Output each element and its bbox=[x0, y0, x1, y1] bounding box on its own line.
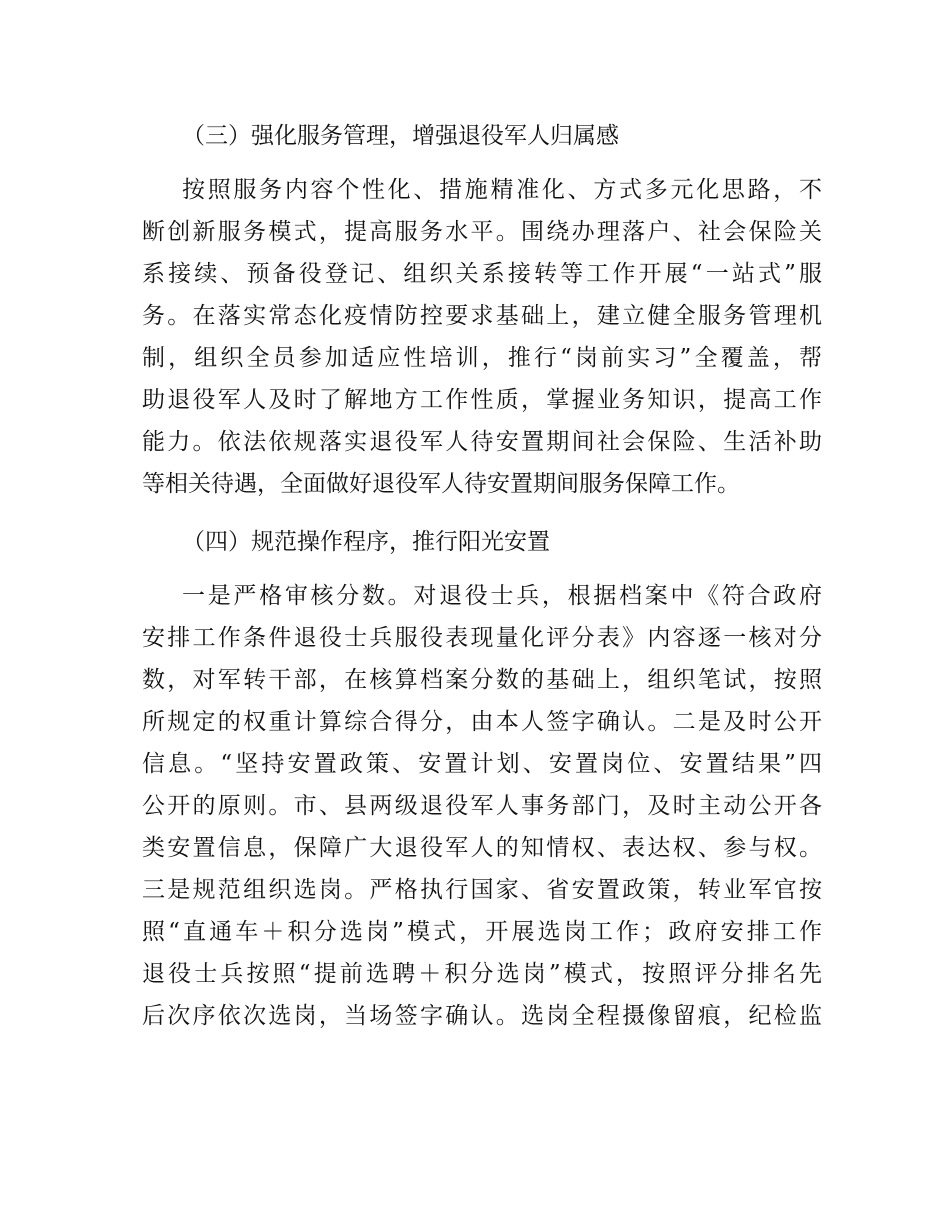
paragraph-line: 照“直通车＋积分选岗”模式，开展选岗工作；政府安排工作 bbox=[142, 919, 822, 945]
paragraph-line: 所规定的权重计算综合得分，由本人签字确认。二是及时公开 bbox=[142, 709, 822, 735]
paragraph-line: 数，对军转干部，在核算档案分数的基础上，组织笔试，按照 bbox=[142, 667, 822, 693]
paragraph-line: 类安置信息，保障广大退役军人的知情权、表达权、参与权。 bbox=[142, 835, 822, 861]
paragraph-line: 三是规范组织选岗。严格执行国家、省安置政策，转业军官按 bbox=[142, 877, 822, 903]
paragraph-line: 务。在落实常态化疫情防控要求基础上，建立健全服务管理机 bbox=[142, 303, 822, 329]
paragraph-line: 信息。“坚持安置政策、安置计划、安置岗位、安置结果”四 bbox=[142, 751, 822, 777]
paragraph-line: 助退役军人及时了解地方工作性质，掌握业务知识，提高工作 bbox=[142, 387, 822, 413]
section-4-heading: （四）规范操作程序，推行阳光安置 bbox=[182, 529, 550, 555]
paragraph-line: 断创新服务模式，提高服务水平。围绕办理落户、社会保险关 bbox=[142, 219, 822, 245]
paragraph-line: 按照服务内容个性化、措施精准化、方式多元化思路，不 bbox=[182, 177, 822, 203]
section-3-heading: （三）强化服务管理，增强退役军人归属感 bbox=[182, 123, 619, 149]
paragraph-line: 退役士兵按照“提前选聘＋积分选岗”模式，按照评分排名先 bbox=[142, 961, 822, 987]
paragraph-line: 系接续、预备役登记、组织关系接转等工作开展“一站式”服 bbox=[142, 261, 822, 287]
paragraph-line: 安排工作条件退役士兵服役表现量化评分表》内容逐一核对分 bbox=[142, 625, 822, 651]
paragraph-line: 制，组织全员参加适应性培训，推行“岗前实习”全覆盖，帮 bbox=[142, 345, 822, 371]
paragraph-line: 等相关待遇，全面做好退役军人待安置期间服务保障工作。 bbox=[142, 471, 740, 497]
paragraph-line: 一是严格审核分数。对退役士兵，根据档案中《符合政府 bbox=[182, 583, 822, 609]
paragraph-line: 公开的原则。市、县两级退役军人事务部门，及时主动公开各 bbox=[142, 793, 822, 819]
paragraph-line: 能力。依法依规落实退役军人待安置期间社会保险、生活补助 bbox=[142, 429, 822, 455]
paragraph-line: 后次序依次选岗，当场签字确认。选岗全程摄像留痕，纪检监 bbox=[142, 1003, 822, 1029]
